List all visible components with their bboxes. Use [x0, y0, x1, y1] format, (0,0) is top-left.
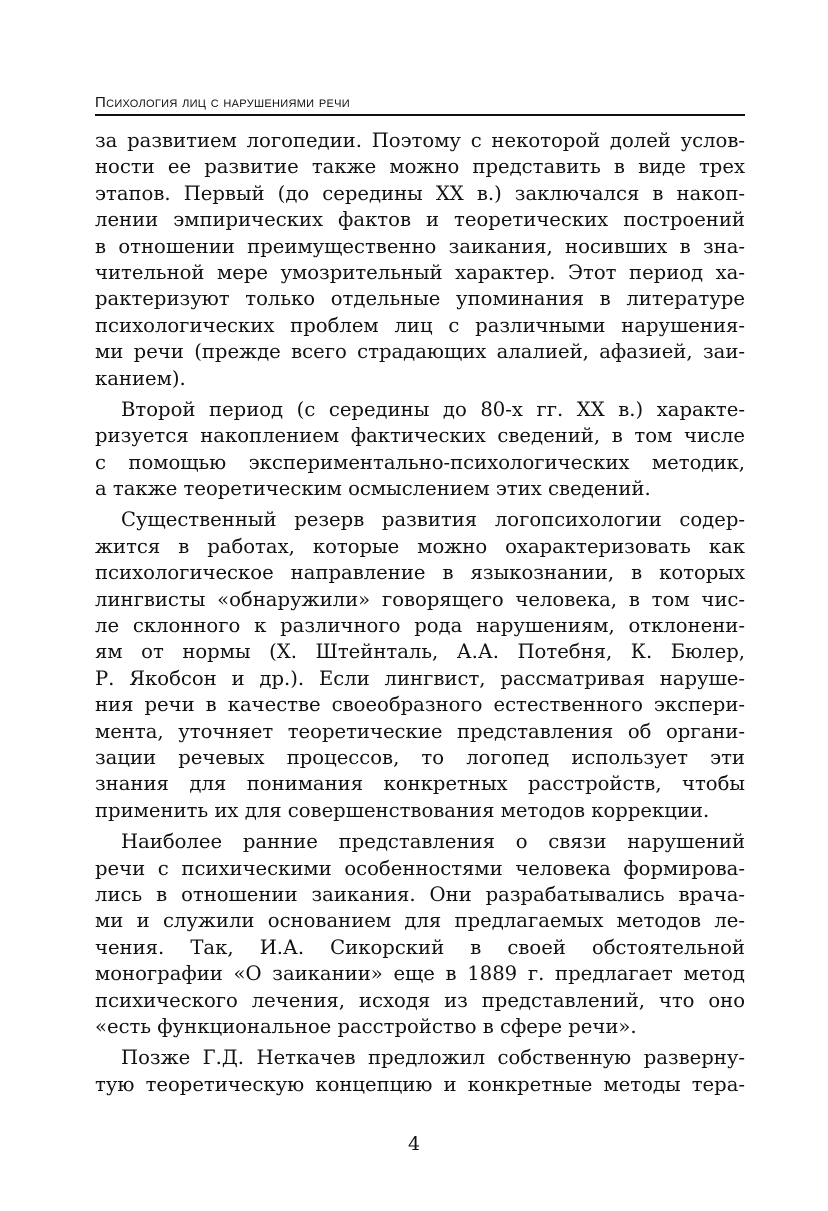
text-line: ности ее развитие также можно представить в виде трех	[95, 155, 745, 179]
text-line: чения. Так, И.А. Сикорский в своей обстоятельной	[95, 935, 745, 959]
running-head	[95, 88, 745, 116]
text-line: лингвисты «обнаружили» говорящего человека, в том чис-	[95, 587, 745, 611]
text-line: зации речевых процессов, то логопед использует эти	[95, 745, 745, 769]
page-number: 4	[407, 1133, 421, 1155]
text-line: с помощью экспериментально-психологических методик,	[95, 450, 745, 474]
text-line: монографии «О заикании» еще в 1889 г. предлагает метод	[95, 962, 745, 986]
text-line: психологических проблем лиц с различными нарушения-	[95, 313, 745, 337]
text-line: канием).	[95, 366, 186, 390]
paragraph-5	[95, 1045, 745, 1098]
text-line: за развитием логопедии. Поэтому с некоторой долей услов-	[95, 129, 745, 152]
text-line: лении эмпирических фактов и теоретических построений	[95, 208, 745, 232]
paragraph-4	[95, 829, 745, 1040]
text-line: ям от нормы (Х. Штейнталь, А.А. Потебня, К. Бюлер,	[95, 640, 745, 664]
text-line: ризуется накоплением фактических сведений, в том числе	[95, 424, 745, 448]
text-line: речи с психическими особенностями человека формирова-	[95, 856, 745, 880]
text-line: ми и служили основанием для предлагаемых методов ле-	[95, 909, 745, 933]
text-line: ми речи (прежде всего страдающих алалией, афазией, заи-	[95, 340, 745, 364]
text-line: мента, уточняет теоретические представления об органи-	[95, 719, 745, 743]
text-line: жится в работах, которые можно охарактеризовать как	[95, 534, 745, 558]
text-line: Позже Г.Д. Неткачев предложил собственную разверну-	[121, 1046, 745, 1070]
text-line: а также теоретическим осмыслением этих сведений.	[95, 477, 651, 501]
text-line: Существенный резерв развития логопсихологии содер-	[121, 508, 745, 532]
text-line: ния речи в качестве своеобразного естественного экспери-	[95, 693, 745, 717]
text-line: психологическое направление в языкознании, в которых	[95, 561, 745, 585]
text-line: Наиболее ранние представления о связи нарушений	[121, 830, 745, 854]
text-line: Второй период (с середины до 80-х гг. XX в.) характе-	[121, 397, 745, 421]
text-line: лись в отношении заикания. Они разрабатывались врача-	[95, 882, 745, 906]
paragraph-1	[95, 128, 745, 392]
text-line: Р. Якобсон и др.). Если лингвист, рассматривая наруше-	[95, 666, 745, 690]
body-text	[95, 128, 745, 1103]
text-line: применить их для совершенствования методов коррекции.	[95, 798, 710, 822]
paragraph-2	[95, 397, 745, 503]
text-line: «есть функциональное расстройство в сфере речи».	[95, 1014, 637, 1038]
text-line: в отношении преимущественно заикания, носивших в зна-	[95, 234, 745, 258]
running-head-title: Психология лиц с нарушениями речи	[95, 94, 350, 111]
text-line: рактеризуют только отдельные упоминания в литературе	[95, 287, 745, 311]
paragraph-3	[95, 507, 745, 824]
text-line: чительной мере умозрительный характер. Этот период ха-	[95, 260, 745, 284]
text-line: знания для понимания конкретных расстройств, чтобы	[95, 772, 745, 796]
text-line: этапов. Первый (до середины XX в.) заключался в накоп-	[95, 181, 745, 205]
text-line: ле склонного к различного рода нарушениям, отклонени-	[95, 614, 745, 638]
text-line: психического лечения, исходя из представлений, что оно	[95, 988, 745, 1012]
text-line: тую теоретическую концепцию и конкретные методы тера-	[95, 1072, 745, 1096]
